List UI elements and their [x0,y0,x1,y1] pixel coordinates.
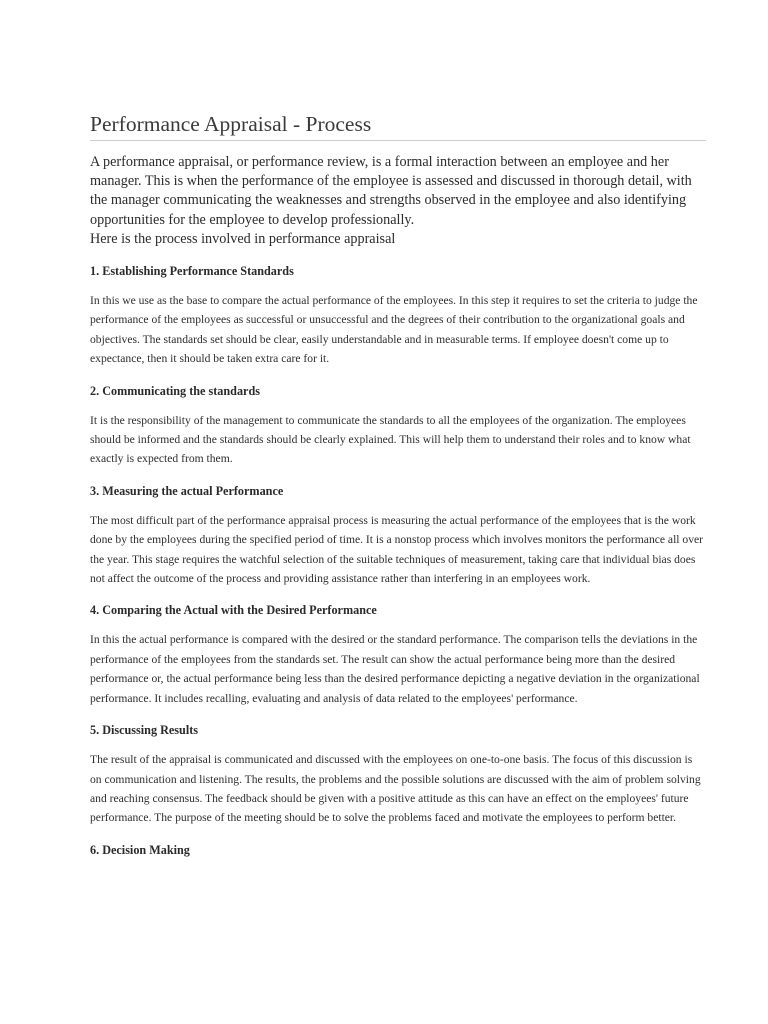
section-establishing-standards [90,263,706,369]
section-body: The most difficult part of the performance appraisal process is measuring the actual performance of the employees that is the work done by the employees during the specified period of time. It is a nonstop process which involves monitors the performance all over the year. This stage requires the watchful selection of the suitable techniques of measurement, taking care that individual bias does not affect the outcome of the process and providing assistance rather than interfering in an employees work. [90,513,704,586]
section-decision-making [90,842,706,858]
section-heading: 6. Decision Making [90,842,190,857]
section-comparing-performance [90,602,706,708]
section-heading: 2. Communicating the standards [90,383,260,398]
section-heading: 1. Establishing Performance Standards [90,264,294,279]
section-body: It is the responsibility of the management to communicate the standards to all the employees of the organization. The employees should be informed and the standards should be clearly explained. This will help them to understand their roles and to know what exactly is expected from them. [90,413,691,466]
intro-paragraph: A performance appraisal, or performance review, is a formal interaction between an employee and her manager. This is when the performance of the employee is assessed and discussed in thorough detail, with the manager communicating the weaknesses and strengths observed in the employee and also identifying opportunities for the employee to develop professionally. [90,154,692,228]
intro-block [90,153,706,249]
section-body: The result of the appraisal is communicated and discussed with the employees on one-to-one basis. The focus of this discussion is on communication and listening. The results, the problems and the possible solutions are discussed with the aim of problem solving and reaching consensus. The feedback should be given with a positive attitude as this can have an effect on the employees' future performance. The purpose of the meeting should be to solve the problems faced and motivate the employees to perform better. [90,753,701,825]
section-heading: 4. Comparing the Actual with the Desired Performance [90,603,377,618]
section-heading: 5. Discussing Results [90,723,199,738]
section-body: In this we use as the base to compare the actual performance of the employees. In this step it requires to set the criteria to judge the performance of the employees as successful or unsuccessful and the degrees of their contribution to the organizational goals and objectives. The standards set should be clear, easily understandable and in measurable terms. If employee doesn't come up to expectance, then it should be taken extra care for it. [90,294,698,366]
intro-lead-in: Here is the process involved in performance appraisal [90,230,396,247]
section-discussing-results [90,722,706,828]
section-communicating-standards [90,383,706,469]
section-body: In this the actual performance is compared with the desired or the standard performance. The comparison tells the deviations in the performance of the employees from the standards set. The result can show the actual performance being more than the desired performance or, the actual performance being less than the desired performance depicting a negative deviation in the organizational performance. It includes recalling, evaluating and analysis of data related to the employees' performance. [90,633,700,705]
section-measuring-performance [90,483,706,589]
document-page [90,110,706,858]
section-heading: 3. Measuring the actual Performance [90,483,284,498]
page-title: Performance Appraisal - Process [90,110,706,141]
